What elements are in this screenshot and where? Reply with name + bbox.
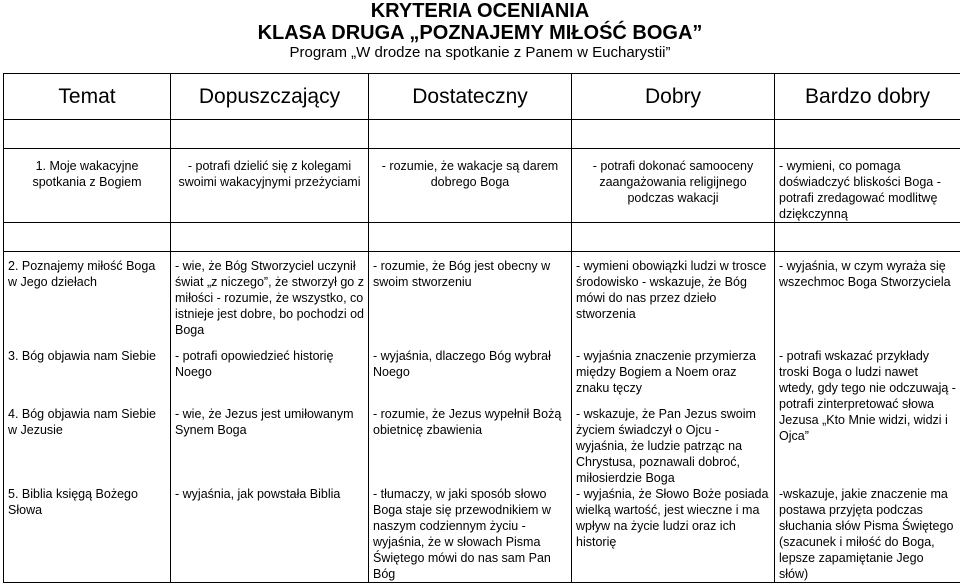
program-subtitle: Program „W drodze na spotkanie z Panem w Eucharystii”: [289, 44, 671, 61]
column-header-dostateczny: Dostateczny: [369, 74, 572, 120]
bdb-2: - wyjaśnia, w czym wyraża się wszechmoc Boga Stworzyciela: [779, 259, 951, 289]
dop-4: - wie, że Jezus jest umiłowanym Synem Boga: [175, 407, 354, 437]
dost-3: - wyjaśnia, dlaczego Bóg wybrał Noego: [373, 349, 551, 379]
bdb-3: - potrafi wskazać przykłady troski Boga o ludzi nawet wtedy, gdy tego nie odczuwają - potrafi zinterpretować słowa Jezusa „Kto Mnie widzi, widzi i Ojca”: [779, 349, 956, 443]
column-header-topic: Temat: [4, 74, 171, 120]
bdb-cell: [775, 252, 960, 583]
dop-2: - wie, że Bóg Stworzyciel uczynił świat „z niczego”, że stworzył go z miłości - rozumie, że wszystko, co istnieje jest dobre, bo pochodzi od Boga: [175, 259, 365, 337]
topic-2: 2. Poznajemy miłość Boga w Jego dziełach: [8, 259, 156, 289]
table-header-row: [4, 74, 960, 120]
dop-5: - wyjaśnia, jak powstała Biblia: [175, 487, 341, 501]
grading-criteria-table: [3, 73, 960, 583]
dobry-5: - wyjaśnia, że Słowo Boże posiada wielką wartość, jest wieczne i ma wpływ na życie ludzi oraz ich historię: [576, 487, 769, 549]
topic-3: 3. Bóg objawia nam Siebie: [8, 349, 157, 363]
dobry-4: - wskazuje, że Pan Jezus swoim życiem świadczył o Ojcu - wyjaśnia, że ludzie patrząc na Chrystusa, poznawali dobroć, miłosierdzie Boga: [576, 407, 756, 485]
bdb-5: -wskazuje, jakie znaczenie ma postawa przyjęta podczas słuchania słów Pisma Świętego (szacunek i miłość do Boga, lepsze zapamiętanie Jego słów): [779, 487, 954, 581]
spacer-row: [4, 223, 960, 252]
column-header-dobry: Dobry: [572, 74, 775, 120]
dost-cell: - rozumie, że wakacje są darem dobrego Boga: [369, 149, 572, 223]
topic-cell: [4, 252, 171, 583]
table-row: [4, 252, 960, 583]
title-line-2: KLASA DRUGA „POZNAJEMY MIŁOŚĆ BOGA”: [257, 22, 703, 44]
topic-5: 5. Biblia księgą Bożego Słowa: [8, 487, 138, 517]
bdb-cell: - wymieni, co pomaga doświadczyć bliskości Boga - potrafi zredagować modlitwę dziękczynną: [775, 149, 960, 223]
column-header-bardzo-dobry: Bardzo dobry: [775, 74, 960, 120]
document-header: [0, 0, 960, 62]
dost-5: - tłumaczy, w jaki sposób słowo Boga staje się przewodnikiem w naszym codziennym życiu - wyjaśnia, że w słowach Pisma Świętego mówi do nas sam Pan Bóg: [373, 487, 551, 581]
title-line-1: KRYTERIA OCENIANIA: [370, 0, 590, 22]
dobry-cell: - potrafi dokonać samooceny zaangażowania religijnego podczas wakacji: [572, 149, 775, 223]
dobry-3: - wyjaśnia znaczenie przymierza między Bogiem a Noem oraz znaku tęczy: [576, 349, 756, 395]
dost-4: - rozumie, że Jezus wypełnił Bożą obietnicę zbawienia: [373, 407, 562, 437]
dop-3: - potrafi opowiedzieć historię Noego: [175, 349, 334, 379]
spacer-row: [4, 120, 960, 149]
dobry-2: - wymieni obowiązki ludzi w trosce środowisko - wskazuje, że Bóg mówi do nas przez dzieło stworzenia: [576, 259, 767, 321]
dost-2: - rozumie, że Bóg jest obecny w swoim stworzeniu: [373, 259, 551, 289]
dobry-cell: [572, 252, 775, 583]
column-header-dopuszczajacy: Dopuszczający: [171, 74, 369, 120]
dost-cell: [369, 252, 572, 583]
topic-cell: 1. Moje wakacyjne spotkania z Bogiem: [4, 149, 171, 223]
dop-cell: - potrafi dzielić się z kolegami swoimi wakacyjnymi przeżyciami: [171, 149, 369, 223]
dop-cell: [171, 252, 369, 583]
topic-4: 4. Bóg objawia nam Siebie w Jezusie: [8, 407, 157, 437]
table-row: [4, 149, 960, 223]
